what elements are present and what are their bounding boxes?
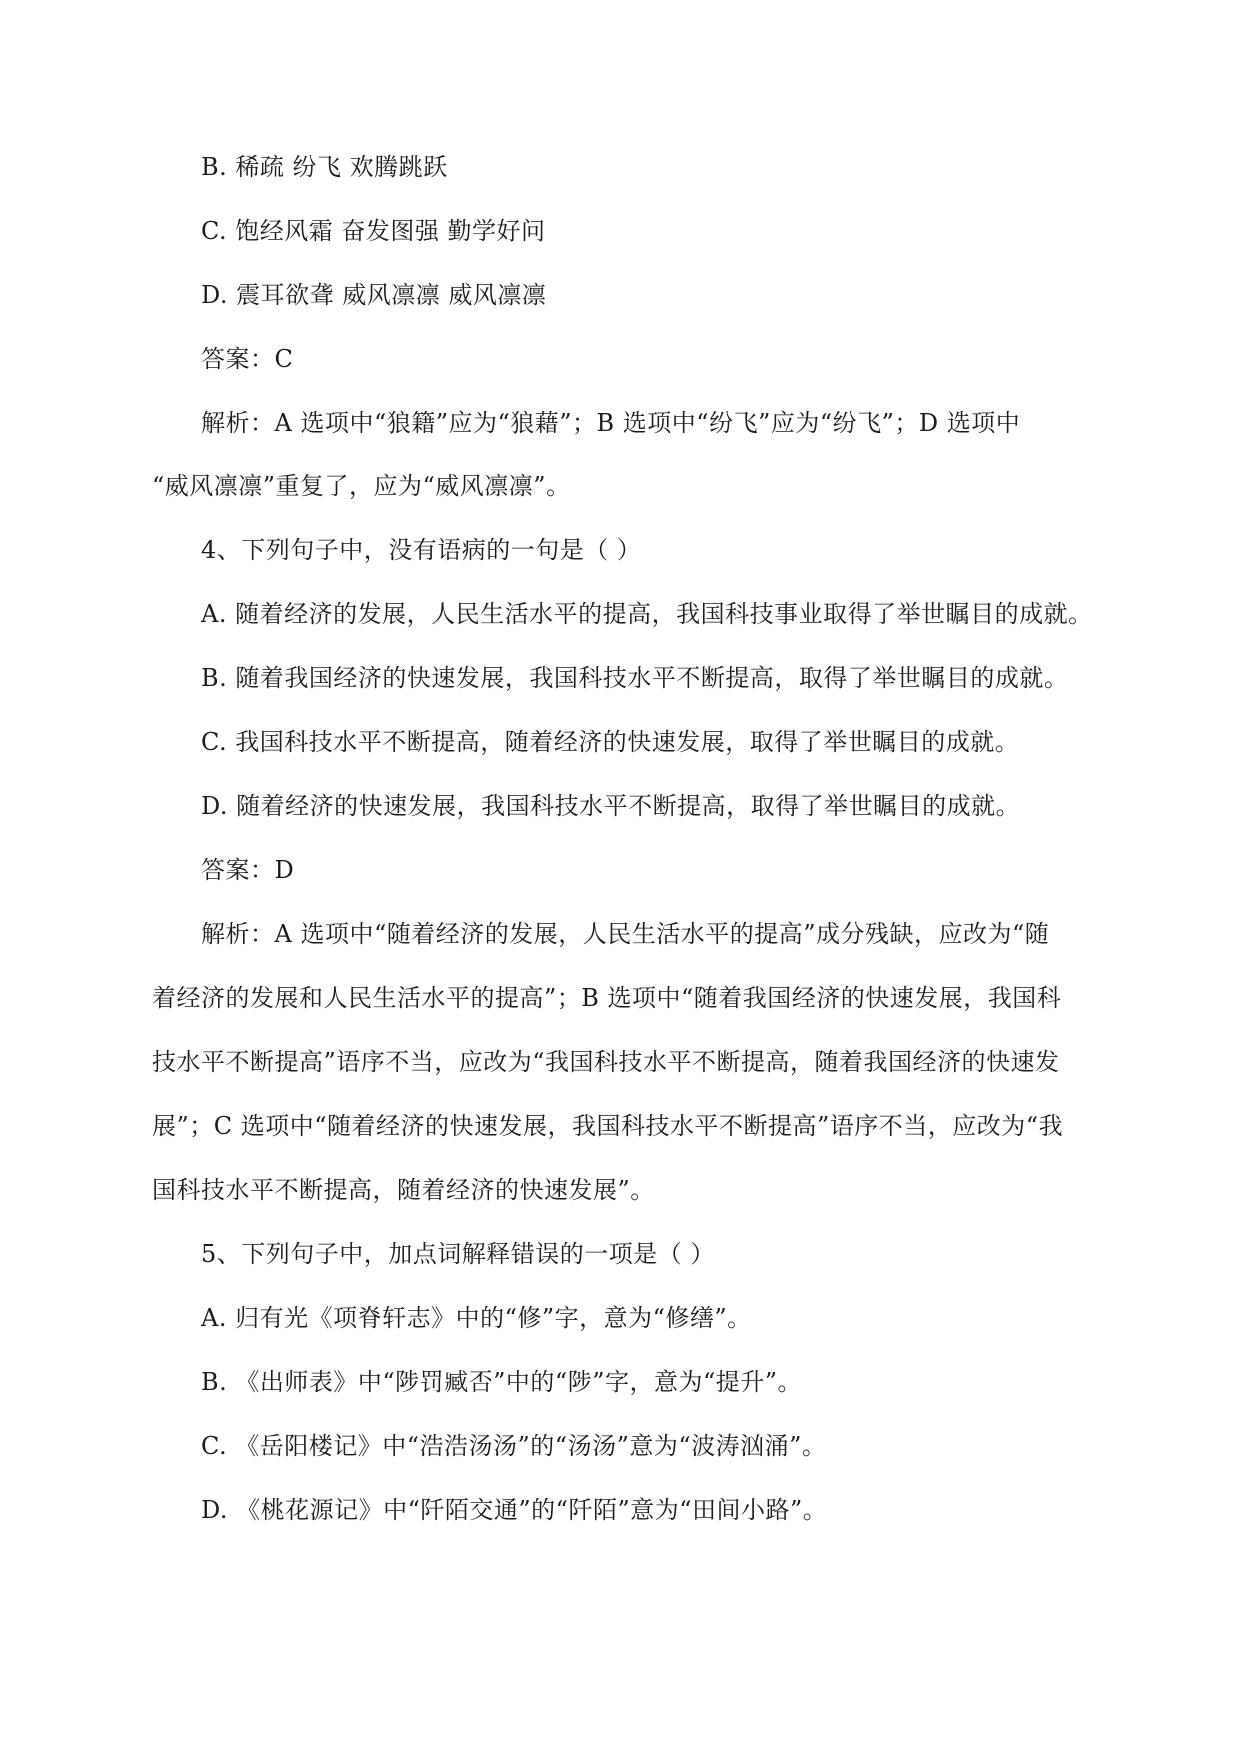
option-b-q5: B. 《出师表》中“陟罚臧否”中的“陟”字，意为“提升”。 (201, 1368, 803, 1396)
option-d-q4: D. 随着经济的快速发展，我国科技水平不断提高，取得了举世瞩目的成就。 (201, 792, 1021, 820)
explanation-q4-line5: 国科技水平不断提高，随着经济的快速发展”。 (152, 1176, 655, 1204)
explanation-q3-line2: “威风凛凛”重复了，应为“威风凛凛”。 (152, 472, 571, 500)
option-c-q5: C. 《岳阳楼记》中“浩浩汤汤”的“汤汤”意为“波涛汹涌”。 (201, 1432, 827, 1460)
answer-q4: 答案：D (201, 856, 295, 884)
question-4: 4、下列句子中，没有语病的一句是（ ） (201, 536, 642, 564)
option-b-q4: B. 随着我国经济的快速发展，我国科技水平不断提高，取得了举世瞩目的成就。 (201, 664, 1069, 692)
option-d-q3: D. 震耳欲聋 威风凛凛 威风凛凛 (201, 281, 547, 309)
explanation-q4-line4: 展”；C 选项中“随着经济的快速发展，我国科技水平不断提高”语序不当，应改为“我 (152, 1112, 1064, 1140)
explanation-q3-line1: 解析：A 选项中“狼籍”应为“狼藉”；B 选项中“纷飞”应为“纷飞”；D 选项中 (201, 409, 1021, 437)
answer-q3: 答案：C (201, 345, 294, 373)
question-5: 5、下列句子中，加点词解释错误的一项是（ ） (201, 1240, 715, 1268)
option-c-q3: C. 饱经风霜 奋发图强 勤学好问 (201, 217, 546, 245)
option-c-q4: C. 我国科技水平不断提高，随着经济的快速发展，取得了举世瞩目的成就。 (201, 728, 1020, 756)
explanation-q4-line2: 着经济的发展和人民生活水平的提高”；B 选项中“随着我国经济的快速发展，我国科 (152, 984, 1062, 1012)
explanation-q4-line3: 技水平不断提高”语序不当，应改为“我国科技水平不断提高，随着我国经济的快速发 (152, 1048, 1060, 1076)
option-d-q5: D. 《桃花源记》中“阡陌交通”的“阡陌”意为“田间小路”。 (201, 1496, 828, 1524)
option-b-q3: B. 稀疏 纷飞 欢腾跳跃 (201, 153, 448, 181)
explanation-q4-line1: 解析：A 选项中“随着经济的发展，人民生活水平的提高”成分残缺，应改为“随 (201, 920, 1050, 948)
option-a-q4: A. 随着经济的发展，人民生活水平的提高，我国科技事业取得了举世瞩目的成就。 (201, 600, 1093, 628)
option-a-q5: A. 归有光《项脊轩志》中的“修”字，意为“修缮”。 (201, 1304, 752, 1332)
